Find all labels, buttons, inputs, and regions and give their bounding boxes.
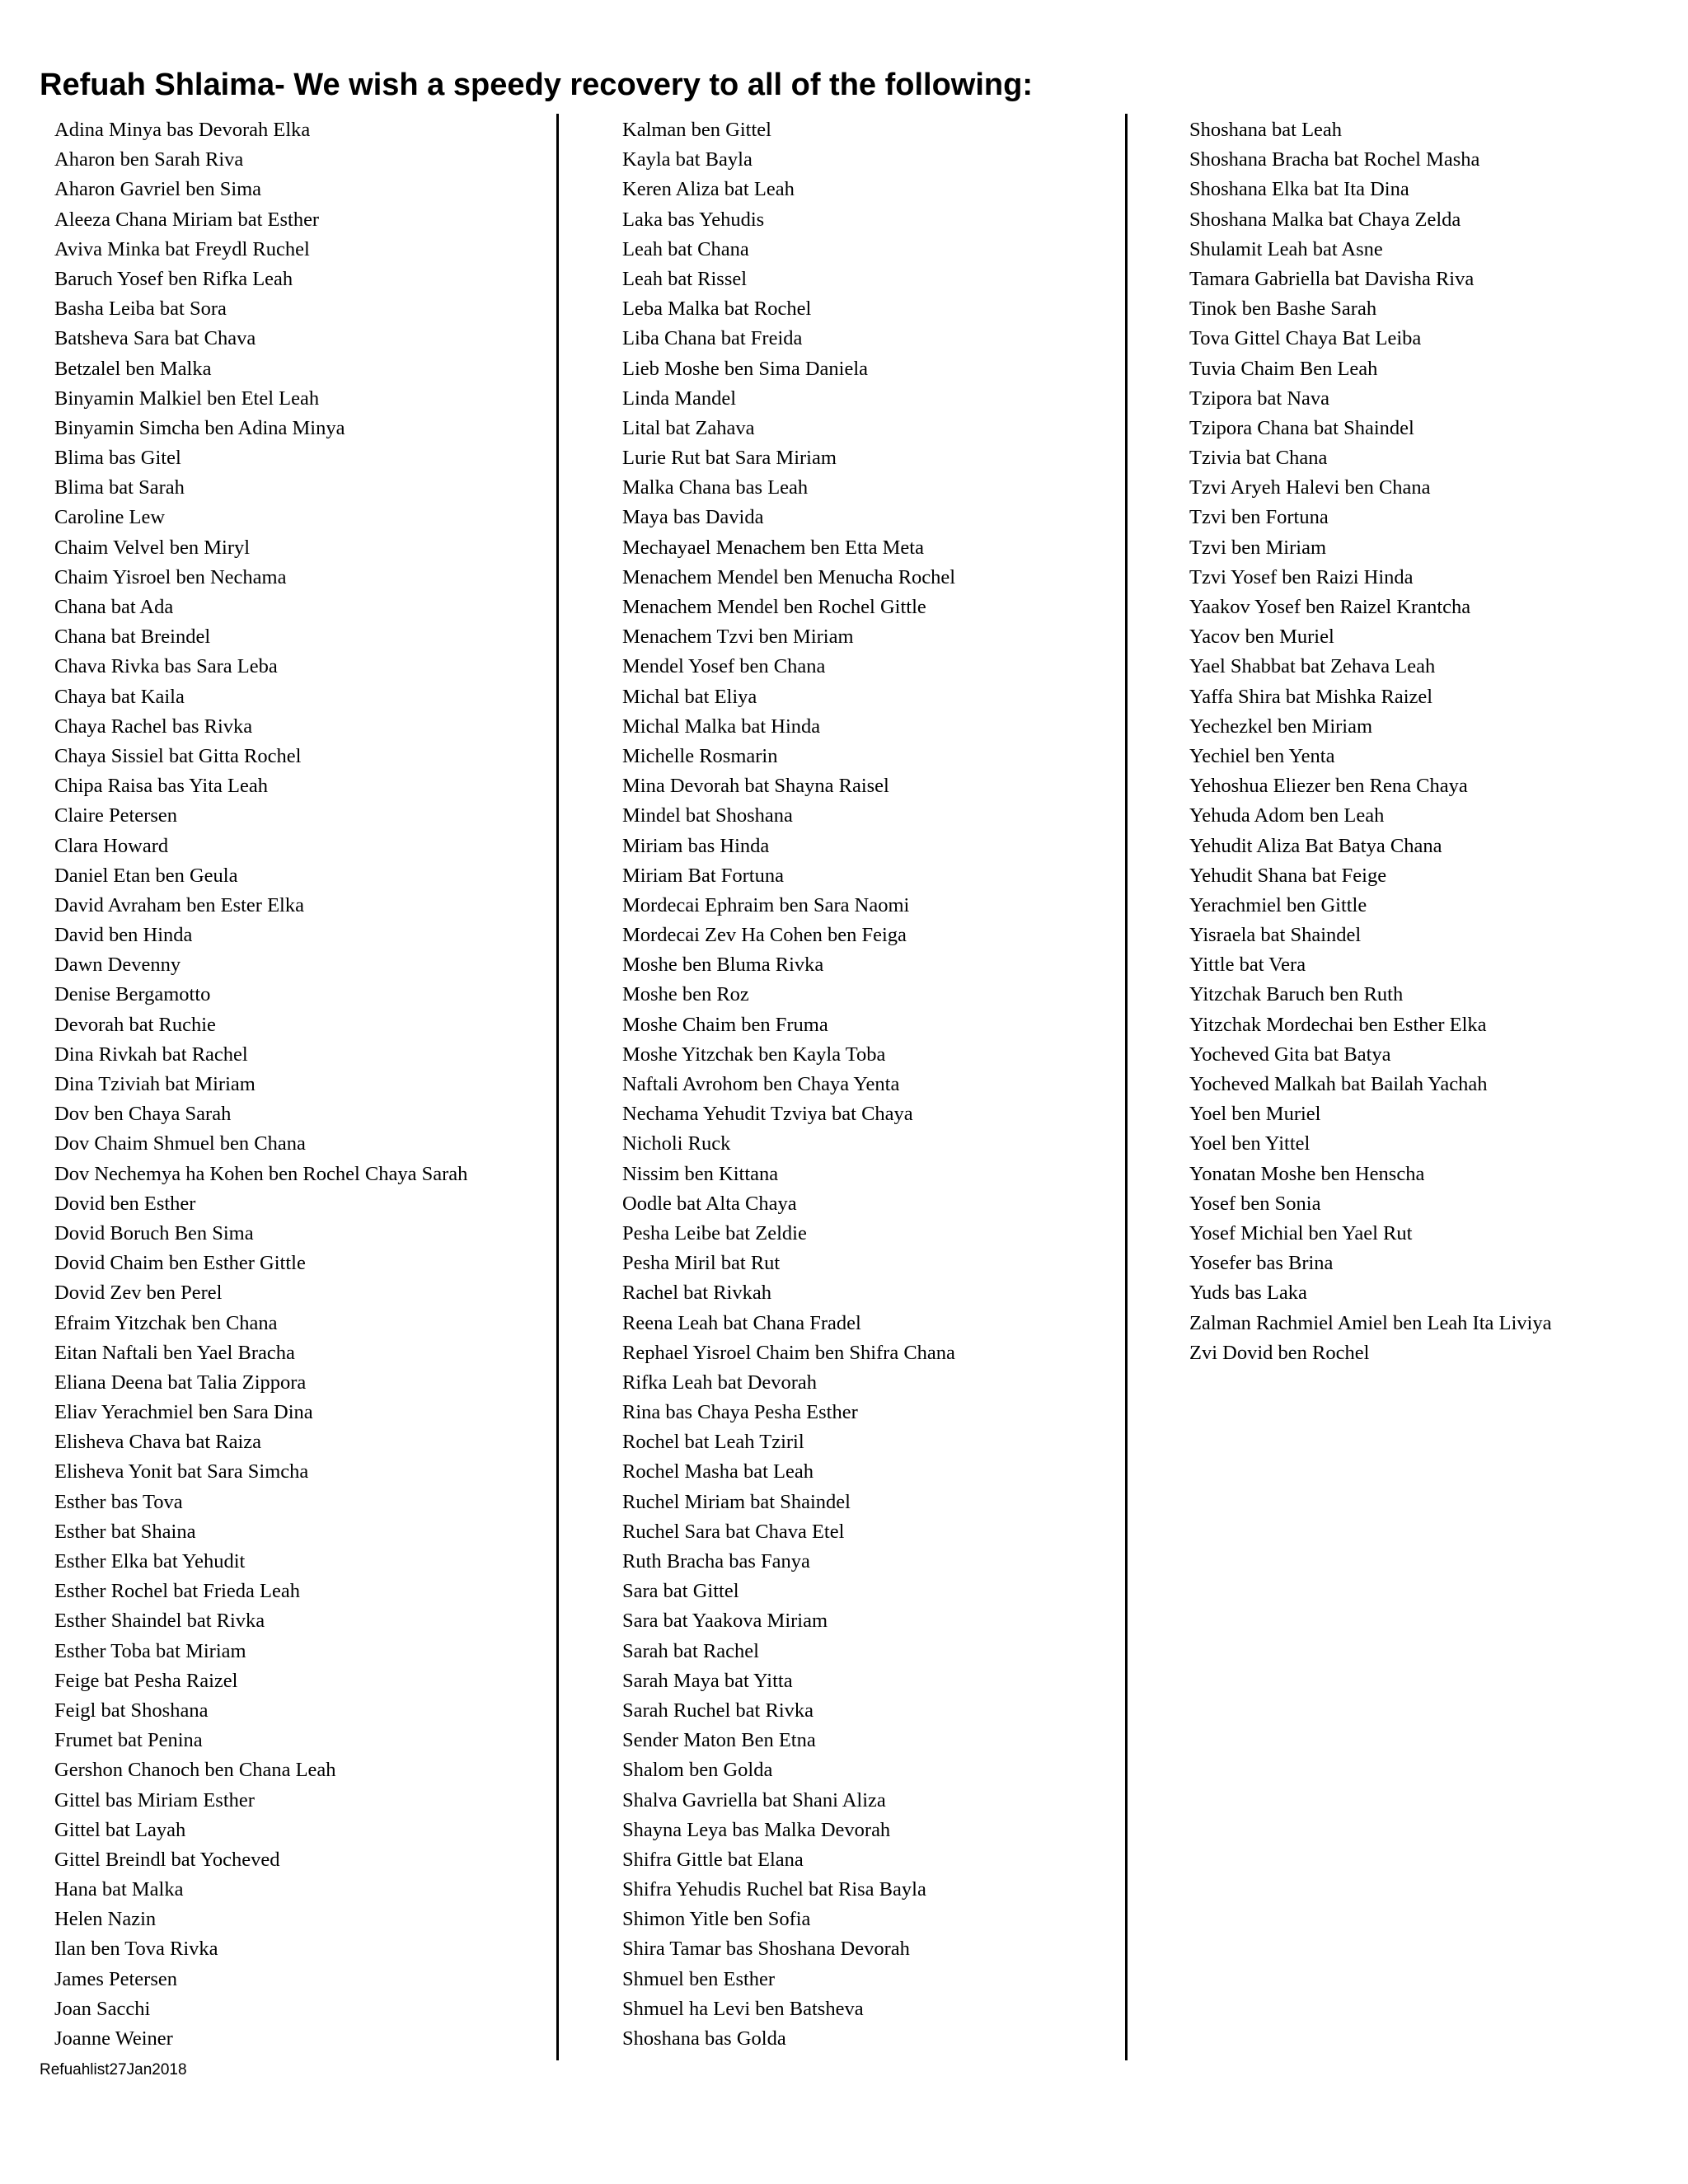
name-entry: Eliav Yerachmiel ben Sara Dina — [54, 1401, 313, 1424]
name-entry: Yechiel ben Yenta — [1189, 744, 1335, 767]
name-entry: Dovid ben Esther — [54, 1192, 196, 1215]
name-entry: Menachem Mendel ben Menucha Rochel — [622, 565, 956, 588]
name-entry: Esther Elka bat Yehudit — [54, 1550, 246, 1572]
name-entry: Gittel bat Layah — [54, 1818, 186, 1841]
name-entry: Feigl bat Shoshana — [54, 1699, 209, 1722]
name-entry: Yaffa Shira bat Mishka Raizel — [1189, 685, 1433, 708]
name-entry: Shifra Yehudis Ruchel bat Risa Bayla — [622, 1878, 926, 1901]
name-entry: Tzipora Chana bat Shaindel — [1189, 416, 1414, 439]
name-entry: Devorah bat Ruchie — [54, 1013, 216, 1036]
name-entry: Rochel bat Leah Tziril — [622, 1431, 804, 1454]
name-entry: Yechezkel ben Miriam — [1189, 715, 1373, 738]
name-entry: Michelle Rosmarin — [622, 744, 778, 767]
name-entry: Yacov ben Muriel — [1189, 626, 1334, 649]
name-entry: Esther Toba bat Miriam — [54, 1639, 246, 1662]
name-entry: Aharon Gavriel ben Sima — [54, 178, 262, 201]
name-entry: Aviva Minka bat Freydl Ruchel — [54, 237, 310, 260]
name-entry: Eitan Naftali ben Yael Bracha — [54, 1341, 295, 1364]
name-entry: Tzvi ben Miriam — [1189, 536, 1327, 559]
name-entry: Pesha Miril bat Rut — [622, 1252, 781, 1275]
name-entry: Maya bas Davida — [622, 506, 764, 529]
name-entry: Yerachmiel ben Gittle — [1189, 893, 1367, 916]
name-entry: Yuds bas Laka — [1189, 1282, 1307, 1305]
name-entry: Dov Chaim Shmuel ben Chana — [54, 1132, 306, 1155]
name-entry: Dina Rivkah bat Rachel — [54, 1043, 248, 1066]
column-divider — [556, 114, 559, 2060]
name-entry: Chana bat Breindel — [54, 626, 211, 649]
name-entry: Chaya Rachel bas Rivka — [54, 715, 253, 738]
name-entry: Yoel ben Yittel — [1189, 1132, 1311, 1155]
name-entry: Rifka Leah bat Devorah — [622, 1371, 818, 1394]
name-entry: Aharon ben Sarah Riva — [54, 148, 244, 171]
name-entry: Eliana Deena bat Talia Zippora — [54, 1371, 307, 1394]
name-entry: Dovid Boruch Ben Sima — [54, 1221, 254, 1244]
name-entry: Lital bat Zahava — [622, 416, 755, 439]
name-entry: Ruchel Sara bat Chava Etel — [622, 1520, 845, 1543]
name-entry: Shmuel ben Esther — [622, 1967, 776, 1990]
name-entry: Dov Nechemya ha Kohen ben Rochel Chaya Sarah — [54, 1162, 468, 1185]
name-entry: Dov ben Chaya Sarah — [54, 1103, 232, 1126]
name-entry: Leba Malka bat Rochel — [622, 298, 812, 321]
name-entry: Liba Chana bat Freida — [622, 327, 803, 350]
name-entry: Shoshana Bracha bat Rochel Masha — [1189, 148, 1480, 171]
name-entry: Yitzchak Baruch ben Ruth — [1189, 983, 1404, 1006]
name-entry: Tzipora bat Nava — [1189, 387, 1330, 410]
name-entry: James Petersen — [54, 1967, 177, 1990]
name-entry: Tova Gittel Chaya Bat Leiba — [1189, 327, 1422, 350]
name-entry: Zalman Rachmiel Amiel ben Leah Ita Liviya — [1189, 1311, 1552, 1334]
name-entry: Gittel bas Miriam Esther — [54, 1788, 255, 1811]
name-entry: Elisheva Yonit bat Sara Simcha — [54, 1460, 309, 1483]
name-entry: Michal Malka bat Hinda — [622, 715, 821, 738]
name-entry: Yosef Michial ben Yael Rut — [1189, 1221, 1413, 1244]
name-entry: Esther Rochel bat Frieda Leah — [54, 1580, 300, 1603]
name-entry: Yisraela bat Shaindel — [1189, 924, 1362, 947]
name-entry: Dovid Zev ben Perel — [54, 1282, 223, 1305]
name-entry: Moshe Chaim ben Fruma — [622, 1013, 828, 1036]
name-entry: Shifra Gittle bat Elana — [622, 1848, 804, 1871]
name-entry: Tzvi Aryeh Halevi ben Chana — [1189, 476, 1431, 499]
page-title: Refuah Shlaima- We wish a speedy recovery to all of the following: — [40, 68, 1033, 102]
name-entry: Mindel bat Shoshana — [622, 804, 793, 827]
name-entry: Keren Aliza bat Leah — [622, 178, 795, 201]
name-entry: Chaim Velvel ben Miryl — [54, 536, 251, 559]
name-entry: Helen Nazin — [54, 1908, 157, 1931]
name-entry: Chaya bat Kaila — [54, 685, 185, 708]
name-entry: Mechayael Menachem ben Etta Meta — [622, 536, 924, 559]
name-entry: Sarah bat Rachel — [622, 1639, 759, 1662]
name-entry: Ilan ben Tova Rivka — [54, 1938, 218, 1961]
name-entry: Adina Minya bas Devorah Elka — [54, 119, 311, 141]
name-entry: Nicholi Ruck — [622, 1132, 731, 1155]
name-entry: Betzalel ben Malka — [54, 357, 212, 380]
name-entry: Yosef ben Sonia — [1189, 1192, 1321, 1215]
name-entry: Chava Rivka bas Sara Leba — [54, 655, 278, 678]
name-entry: Frumet bat Penina — [54, 1729, 203, 1752]
name-entry: Miriam bas Hinda — [622, 834, 770, 857]
name-entry: Chana bat Ada — [54, 596, 174, 618]
name-entry: Shulamit Leah bat Asne — [1189, 237, 1383, 260]
name-entry: Malka Chana bas Leah — [622, 476, 809, 499]
name-entry: Reena Leah bat Chana Fradel — [622, 1311, 861, 1334]
name-entry: Yonatan Moshe ben Henscha — [1189, 1162, 1425, 1185]
name-entry: Mina Devorah bat Shayna Raisel — [622, 775, 889, 798]
name-entry: Chipa Raisa bas Yita Leah — [54, 775, 268, 798]
name-entry: Oodle bat Alta Chaya — [622, 1192, 797, 1215]
name-entry: Basha Leiba bat Sora — [54, 298, 227, 321]
name-entry: Binyamin Malkiel ben Etel Leah — [54, 387, 320, 410]
name-entry: Dina Tziviah bat Miriam — [54, 1073, 256, 1095]
name-entry: Menachem Mendel ben Rochel Gittle — [622, 596, 926, 618]
name-entry: Aleeza Chana Miriam bat Esther — [54, 208, 320, 231]
name-entry: Yitzchak Mordechai ben Esther Elka — [1189, 1013, 1487, 1036]
name-entry: Michal bat Eliya — [622, 685, 757, 708]
name-entry: Linda Mandel — [622, 387, 737, 410]
name-entry: Rochel Masha bat Leah — [622, 1460, 814, 1483]
name-entry: Sender Maton Ben Etna — [622, 1729, 816, 1752]
name-entry: Leah bat Chana — [622, 237, 749, 260]
name-entry: David Avraham ben Ester Elka — [54, 893, 304, 916]
name-entry: Moshe ben Roz — [622, 983, 749, 1006]
name-entry: Batsheva Sara bat Chava — [54, 327, 256, 350]
name-entry: Moshe ben Bluma Rivka — [622, 954, 824, 977]
name-entry: Kayla bat Bayla — [622, 148, 753, 171]
name-entry: Miriam Bat Fortuna — [622, 864, 784, 887]
name-entry: David ben Hinda — [54, 924, 193, 947]
name-entry: Sara bat Yaakova Miriam — [622, 1610, 828, 1633]
name-entry: Joanne Weiner — [54, 2027, 173, 2050]
names-column-1 — [54, 115, 467, 2054]
name-entry: Moshe Yitzchak ben Kayla Toba — [622, 1043, 886, 1066]
name-entry: Chaya Sissiel bat Gitta Rochel — [54, 744, 302, 767]
name-entry: Mordecai Zev Ha Cohen ben Feiga — [622, 924, 907, 947]
name-entry: Mendel Yosef ben Chana — [622, 655, 826, 678]
name-entry: Pesha Leibe bat Zeldie — [622, 1221, 807, 1244]
name-entry: Mordecai Ephraim ben Sara Naomi — [622, 893, 910, 916]
name-entry: Feige bat Pesha Raizel — [54, 1669, 238, 1692]
name-entry: Claire Petersen — [54, 804, 177, 827]
name-entry: Rephael Yisroel Chaim ben Shifra Chana — [622, 1341, 955, 1364]
name-entry: Nechama Yehudit Tzviya bat Chaya — [622, 1103, 913, 1126]
name-entry: Rina bas Chaya Pesha Esther — [622, 1401, 858, 1424]
name-entry: Tuvia Chaim Ben Leah — [1189, 357, 1378, 380]
name-entry: Shoshana Malka bat Chaya Zelda — [1189, 208, 1461, 231]
name-entry: Sarah Ruchel bat Rivka — [622, 1699, 814, 1722]
name-entry: Lieb Moshe ben Sima Daniela — [622, 357, 869, 380]
name-entry: Joan Sacchi — [54, 1997, 151, 2020]
name-entry: Shoshana Elka bat Ita Dina — [1189, 178, 1409, 201]
column-divider — [1125, 114, 1128, 2060]
name-entry: Menachem Tzvi ben Miriam — [622, 626, 854, 649]
name-entry: Esther bat Shaina — [54, 1520, 196, 1543]
name-entry: Tzvi Yosef ben Raizi Hinda — [1189, 565, 1414, 588]
name-entry: Shoshana bas Golda — [622, 2027, 786, 2050]
name-entry: Tzivia bat Chana — [1189, 447, 1328, 470]
name-entry: Yocheved Gita bat Batya — [1189, 1043, 1391, 1066]
name-entry: Gershon Chanoch ben Chana Leah — [54, 1759, 336, 1782]
names-column-3 — [1189, 115, 1551, 1368]
name-entry: Yehuda Adom ben Leah — [1189, 804, 1385, 827]
name-entry: Yocheved Malkah bat Bailah Yachah — [1189, 1073, 1488, 1095]
name-entry: Chaim Yisroel ben Nechama — [54, 565, 287, 588]
name-entry: Esther bas Tova — [54, 1490, 183, 1513]
name-entry: Baruch Yosef ben Rifka Leah — [54, 267, 293, 290]
name-entry: Yaakov Yosef ben Raizel Krantcha — [1189, 596, 1471, 618]
name-entry: Kalman ben Gittel — [622, 119, 771, 141]
name-entry: Ruth Bracha bas Fanya — [622, 1550, 810, 1572]
name-entry: Tamara Gabriella bat Davisha Riva — [1189, 267, 1475, 290]
list-version-footer: Refuahlist27Jan2018 — [40, 2061, 187, 2079]
name-entry: Dawn Devenny — [54, 954, 181, 977]
name-entry: Shimon Yitle ben Sofia — [622, 1908, 811, 1931]
name-entry: Yehudit Aliza Bat Batya Chana — [1189, 834, 1442, 857]
name-entry: Shalom ben Golda — [622, 1759, 773, 1782]
name-entry: Elisheva Chava bat Raiza — [54, 1431, 262, 1454]
name-entry: Sara bat Gittel — [622, 1580, 739, 1603]
name-entry: Ruchel Miriam bat Shaindel — [622, 1490, 851, 1513]
name-entry: Nissim ben Kittana — [622, 1162, 779, 1185]
name-entry: Clara Howard — [54, 834, 169, 857]
name-entry: Gittel Breindl bat Yocheved — [54, 1848, 280, 1871]
name-entry: Hana bat Malka — [54, 1878, 184, 1901]
name-entry: Shalva Gavriella bat Shani Aliza — [622, 1788, 886, 1811]
name-entry: Zvi Dovid ben Rochel — [1189, 1341, 1370, 1364]
name-entry: Daniel Etan ben Geula — [54, 864, 238, 887]
name-entry: Esther Shaindel bat Rivka — [54, 1610, 265, 1633]
name-entry: Yehoshua Eliezer ben Rena Chaya — [1189, 775, 1468, 798]
name-entry: Yael Shabbat bat Zehava Leah — [1189, 655, 1436, 678]
name-entry: Tinok ben Bashe Sarah — [1189, 298, 1377, 321]
name-entry: Blima bas Gitel — [54, 447, 181, 470]
name-entry: Rachel bat Rivkah — [622, 1282, 771, 1305]
name-entry: Blima bat Sarah — [54, 476, 185, 499]
name-entry: Laka bas Yehudis — [622, 208, 765, 231]
name-entry: Dovid Chaim ben Esther Gittle — [54, 1252, 306, 1275]
name-entry: Yehudit Shana bat Feige — [1189, 864, 1387, 887]
name-entry: Tzvi ben Fortuna — [1189, 506, 1329, 529]
name-entry: Yoel ben Muriel — [1189, 1103, 1321, 1126]
name-entry: Leah bat Rissel — [622, 267, 748, 290]
name-entry: Denise Bergamotto — [54, 983, 211, 1006]
name-entry: Shayna Leya bas Malka Devorah — [622, 1818, 891, 1841]
name-entry: Lurie Rut bat Sara Miriam — [622, 447, 837, 470]
name-entry: Shmuel ha Levi ben Batsheva — [622, 1997, 864, 2020]
name-entry: Yittle bat Vera — [1189, 954, 1306, 977]
name-entry: Efraim Yitzchak ben Chana — [54, 1311, 278, 1334]
names-column-2 — [622, 115, 955, 2054]
name-entry: Shira Tamar bas Shoshana Devorah — [622, 1938, 910, 1961]
name-entry: Binyamin Simcha ben Adina Minya — [54, 416, 345, 439]
name-entry: Caroline Lew — [54, 506, 166, 529]
name-entry: Shoshana bat Leah — [1189, 119, 1343, 141]
name-entry: Yosefer bas Brina — [1189, 1252, 1334, 1275]
name-entry: Naftali Avrohom ben Chaya Yenta — [622, 1073, 900, 1095]
name-entry: Sarah Maya bat Yitta — [622, 1669, 793, 1692]
